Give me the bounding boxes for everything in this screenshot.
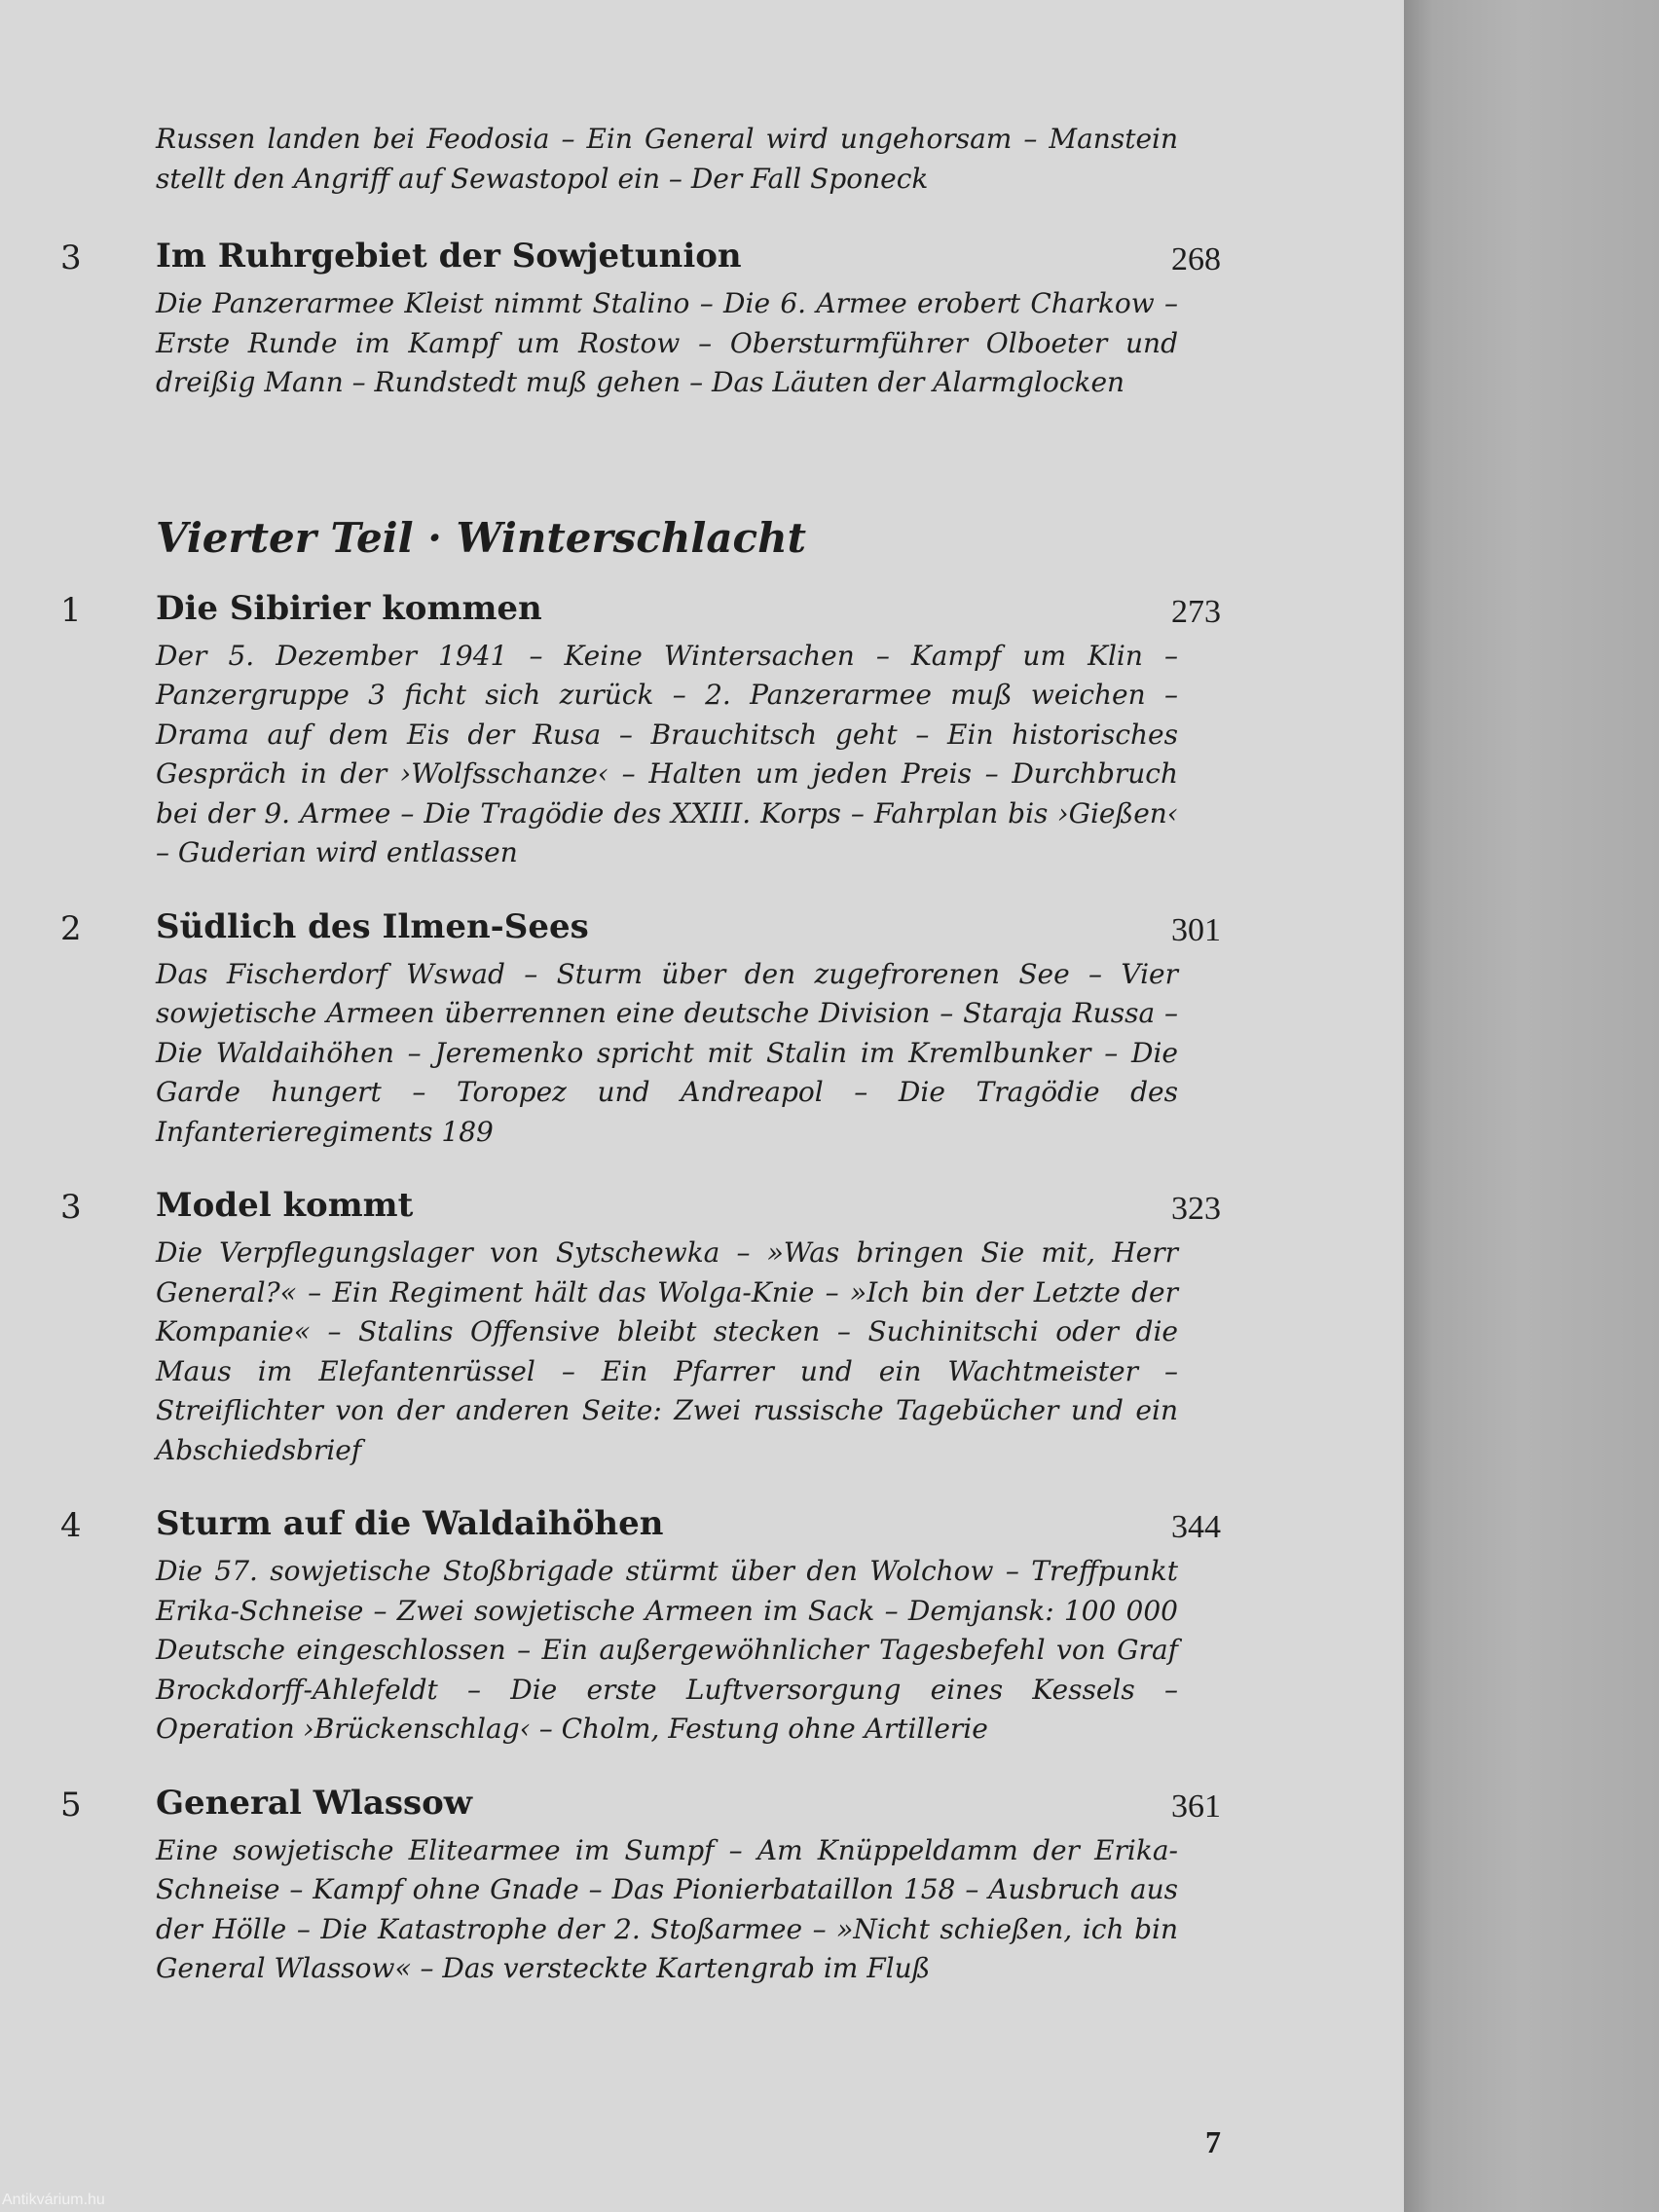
chapter-summary: Eine sowjetische Elitearmee im Sumpf – Am Knüppeldamm der Erika-Schneise – Kampf ohne Gnade – Das Pionierbataillon 158 – Ausbruch aus der Hölle – Die Katastrophe der 2. Stoßarmee – »Nicht schießen, ich bin General Wlassow« – Das versteckte Kartengrab im Fluß [156,1833,1178,1984]
watermark: Antikvárium.hu [2,2192,105,2208]
chapter-summary: Die Verpflegungslager von Sytschewka – »Was bringen Sie mit, Herr General?« – Ein Regiment hält das Wolga-Knie – »Ich bin der Letzte der Kompanie« – Stalins Offensive bleibt stecken – Suchinitschi oder die Maus im Elefantenrüssel – Ein Pfarrer und ein Wachtmeister – Streiflichter von der anderen Seite: Zwei russische Tagebücher und ein Abschiedsbrief [156,1236,1178,1466]
chapter-number: 2 [60,908,82,948]
chapter-title: Im Ruhrgebiet der Sowjetunion [156,237,742,276]
chapter-page-number: 323 [1171,1191,1221,1227]
chapter-number: 3 [60,1188,82,1227]
toc-entry [60,234,1221,403]
chapter-number: 1 [60,590,82,630]
toc-entry [60,1501,1221,1750]
chapter-number: 5 [60,1785,82,1825]
chapter-number: 4 [60,1506,82,1545]
toc-entry [60,1183,1221,1470]
chapter-page-number: 361 [1171,1788,1221,1825]
chapter-summary: Der 5. Dezember 1941 – Keine Wintersachen – Kampf um Klin – Panzergruppe 3 ficht sich zurück – 2. Panzerarmee muß weichen – Drama auf dem Eis der Rusa – Brauchitsch geht – Ein historisches Gespräch in der ›Wolfsschanze‹ – Halten um jeden Preis – Durchbruch bei der 9. Armee – Die Tragödie des XXIII. Korps – Fahrplan bis ›Gießen‹ – Guderian wird entlassen [156,639,1178,868]
chapter-page-number: 301 [1171,911,1221,948]
part-heading: Vierter Teil · Winterschlacht [156,513,807,562]
chapter-summary: Die Panzerarmee Kleist nimmt Stalino – Die 6. Armee erobert Charkow – Erste Runde im Kampf um Rostow – Obersturmführer Olboeter und dreißig Mann – Rundstedt muß gehen – Das Läuten der Alarmglocken [156,287,1178,398]
page-number: 7 [1205,2124,1221,2159]
chapter-title: Sturm auf die Waldaihöhen [156,1504,664,1543]
chapter-title: Model kommt [156,1186,414,1225]
chapter-page-number: 268 [1171,241,1221,277]
continued-summary: Russen landen bei Feodosia – Ein General wird ungehorsam – Manstein stellt den Angriff auf Sewastopol ein – Der Fall Sponeck [156,123,1178,195]
chapter-summary: Das Fischerdorf Wswad – Sturm über den zugefrorenen See – Vier sowjetische Armeen überrennen eine deutsche Division – Staraja Russa – Die Waldaihöhen – Jeremenko spricht mit Stalin im Kremlbunker – Die Garde hungert – Toropez und Andreapol – Die Tragödie des Infanterieregiments 189 [156,957,1178,1148]
chapter-number: 3 [60,239,82,277]
toc-entry [60,904,1221,1153]
chapter-title: Die Sibirier kommen [156,588,542,628]
toc-entry [60,586,1221,873]
chapter-title: Südlich des Ilmen-Sees [156,906,589,946]
chapter-summary: Die 57. sowjetische Stoßbrigade stürmt über den Wolchow – Treffpunkt Erika-Schneise – Zwei sowjetische Armeen im Sack – Demjansk: 100 000 Deutsche eingeschlossen – Ein außergewöhnlicher Tagesbefehl von Graf Brockdorff-Ahlefeldt – Die erste Luftversorgung eines Kessels – Operation ›Brückenschlag‹ – Cholm, Festung ohne Artillerie [156,1555,1178,1745]
chapter-page-number: 273 [1171,593,1221,630]
chapter-page-number: 344 [1171,1509,1221,1545]
chapter-title: General Wlassow [156,1783,473,1823]
table-of-contents [60,119,1221,2020]
binding-shadow [1404,0,1659,2212]
toc-entry [60,1781,1221,1989]
